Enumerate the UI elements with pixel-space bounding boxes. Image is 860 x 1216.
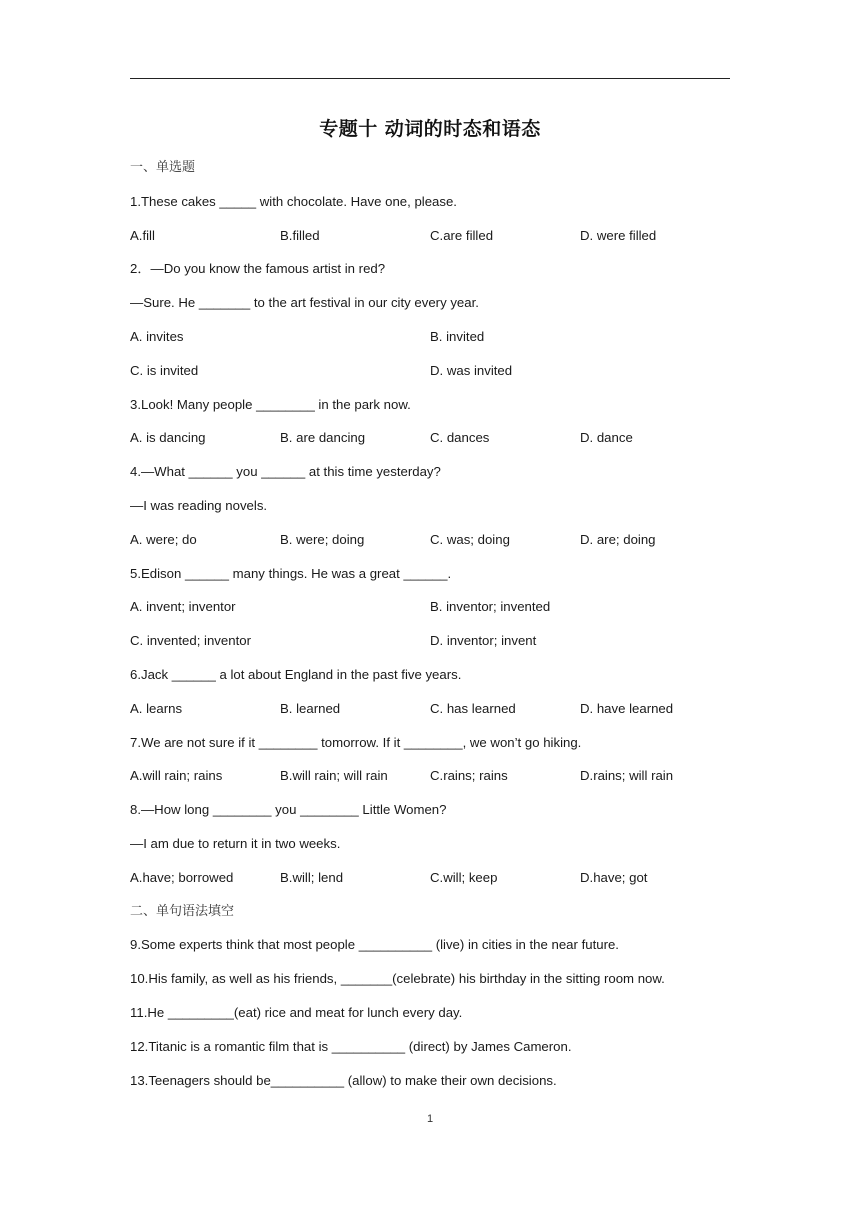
option-a: A.fill — [130, 227, 155, 243]
option-c: C.will; keep — [430, 869, 498, 885]
option-b: B. inventor; invented — [430, 599, 551, 615]
question-10: 10.His family, as well as his friends, _______(celebrate) his birthday in the sitting room now. — [130, 971, 665, 987]
option-b: B. were; doing — [280, 531, 365, 547]
question-2-options-row2 — [130, 359, 730, 393]
question-2-stem: 2．—Do you know the famous artist in red? — [130, 261, 386, 277]
section-heading-grammar-fill: 二、单句语法填空 — [130, 903, 235, 919]
option-a: A. invent; inventor — [130, 599, 236, 615]
question-4-options — [130, 528, 730, 562]
option-c: C. is invited — [130, 362, 199, 378]
option-c: C. has learned — [430, 700, 516, 716]
option-b: B. invited — [430, 328, 485, 344]
option-d: D. are; doing — [580, 531, 656, 547]
question-9: 9.Some experts think that most people __________ (live) in cities in the near future. — [130, 937, 619, 953]
option-d: D.have; got — [580, 869, 648, 885]
option-b: B. are dancing — [280, 430, 366, 446]
option-c: C. was; doing — [430, 531, 510, 547]
option-b: B.will rain; will rain — [280, 768, 388, 784]
question-12: 12.Titanic is a romantic film that is __________ (direct) by James Cameron. — [130, 1038, 572, 1054]
option-a: A.will rain; rains — [130, 768, 223, 784]
option-d: D. dance — [580, 430, 633, 446]
question-5-stem: 5.Edison ______ many things. He was a great ______. — [130, 565, 452, 581]
question-8-line2: —I am due to return it in two weeks. — [130, 835, 341, 851]
option-b: B. learned — [280, 700, 341, 716]
page-number: 1 — [426, 1113, 434, 1125]
option-a: A. learns — [130, 700, 183, 716]
question-11: 11.He _________(eat) rice and meat for lunch every day. — [130, 1004, 463, 1020]
question-3-stem: 3.Look! Many people ________ in the park now. — [130, 396, 411, 412]
question-6-options — [130, 697, 730, 731]
option-d: D.rains; will rain — [580, 768, 674, 784]
option-d: D. were filled — [580, 227, 657, 243]
page-title: 专题十 动词的时态和语态 — [319, 118, 541, 140]
question-3-options — [130, 426, 730, 460]
question-1-options — [130, 224, 730, 258]
question-1-stem: 1.These cakes _____ with chocolate. Have one, please. — [130, 193, 457, 209]
option-a: A.have; borrowed — [130, 869, 234, 885]
section-heading-single-choice: 一、单选题 — [130, 160, 196, 175]
question-2-line2: —Sure. He _______ to the art festival in our city every year. — [130, 295, 479, 311]
option-c: C.rains; rains — [430, 768, 508, 784]
option-a: A. were; do — [130, 531, 197, 547]
option-a: A. invites — [130, 328, 184, 344]
option-b: B.filled — [280, 227, 320, 243]
option-b: B.will; lend — [280, 869, 344, 885]
question-6-stem: 6.Jack ______ a lot about England in the past five years. — [130, 666, 462, 682]
option-c: C.are filled — [430, 227, 494, 243]
question-2-options-row1 — [130, 325, 730, 359]
question-8-options — [130, 866, 730, 900]
option-d: D. have learned — [580, 700, 674, 716]
question-8-stem: 8.—How long ________ you ________ Little Women? — [130, 802, 447, 818]
question-13: 13.Teenagers should be__________ (allow) to make their own decisions. — [130, 1072, 557, 1088]
option-d: D. was invited — [430, 362, 513, 378]
option-d: D. inventor; invent — [430, 633, 537, 649]
question-4-stem: 4.—What ______ you ______ at this time yesterday? — [130, 464, 441, 480]
question-5-options-row1 — [130, 595, 730, 629]
question-5-options-row2 — [130, 629, 730, 663]
option-a: A. is dancing — [130, 430, 206, 446]
question-4-line2: —I was reading novels. — [130, 497, 268, 513]
header-rule — [130, 78, 730, 79]
question-7-options — [130, 764, 730, 798]
document-body — [130, 156, 730, 1102]
question-7-stem: 7.We are not sure if it ________ tomorrow. If it ________, we won’t go hiking. — [130, 734, 582, 750]
option-c: C. dances — [430, 430, 490, 446]
option-c: C. invented; inventor — [130, 633, 251, 649]
